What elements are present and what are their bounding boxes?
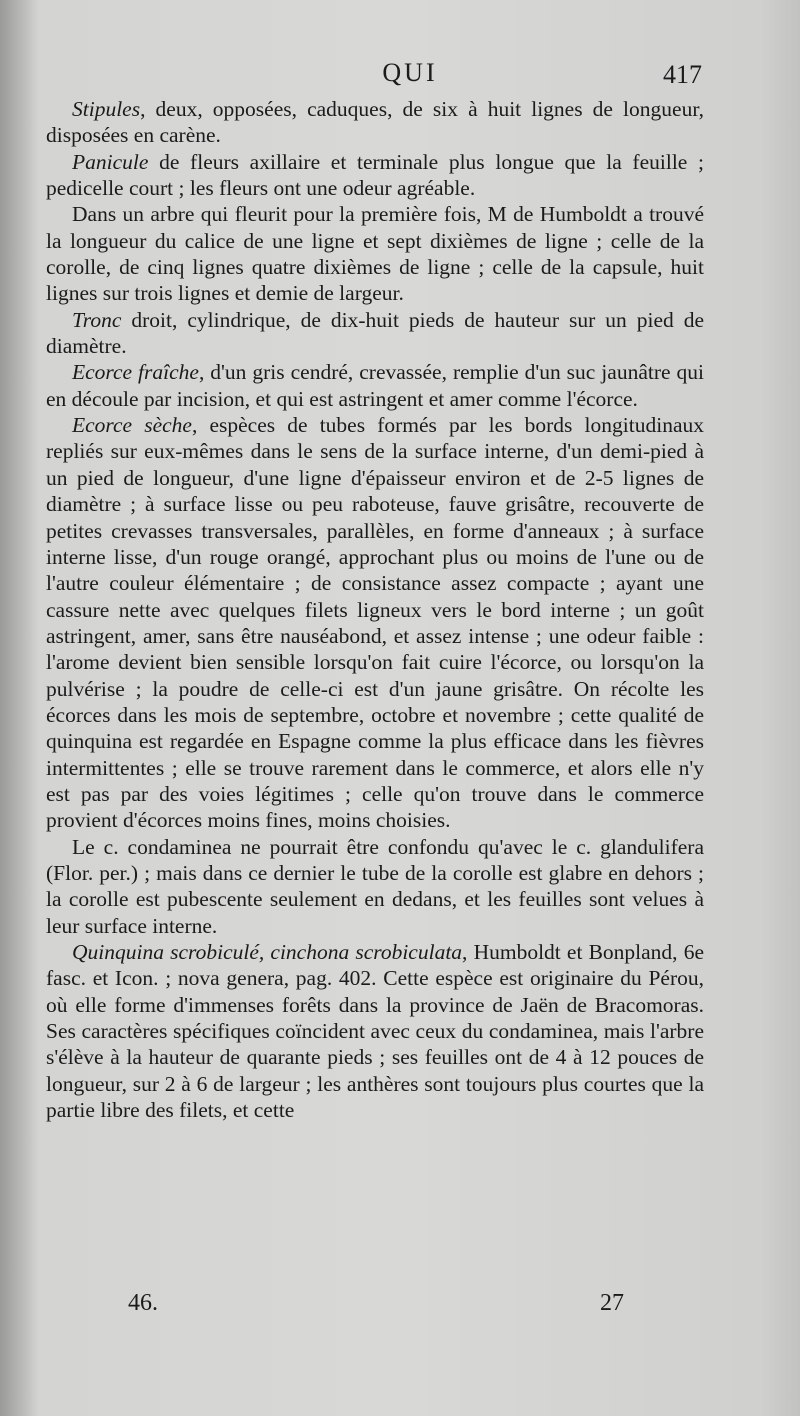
paragraph-ecorce-seche bbox=[46, 412, 704, 834]
paragraph-humboldt-measures bbox=[46, 201, 704, 306]
page-footer bbox=[0, 1290, 800, 1324]
paragraph-text: , espèces de tubes formés par les bords longitudinaux repliés sur eux-mêmes dans le sens de la surface interne, d'un demi-pied à un pied de longueur, d'une ligne d'épaisseur environ et de 2-5 lignes de diamètre ; à surface lisse ou peu raboteuse, fauve grisâtre, recouverte de petites crevasses transversales, parallèles, en forme d'anneaux ; à surface interne lisse, d'un rouge orangé, approchant plus ou moins de l'une ou de l'autre couleur élémentaire ; de consistance assez compacte ; ayant une cassure nette avec quelques filets ligneux vers le bord interne ; un goût astringent, amer, sans être nauséabond, et assez intense ; une odeur faible : l'arome devient bien sensible lorsqu'on fait cuire l'écorce, ou lorsqu'on la pulvérise ; la poudre de celle-ci est d'un jaune grisâtre. On récolte les écorces dans les mois de septembre, octobre et novembre ; cette qualité de quinquina est regardée en Espagne comme la plus efficace dans les fièvres intermittentes ; elle se trouve rarement dans le commerce, et alors elle n'y est pas par des voies légitimes ; celle qu'on trouve dans le commerce provient d'écorces moins fines, moins choisies. bbox=[46, 413, 704, 833]
paragraph-text: de fleurs axillaire et terminale plus longue que la feuille ; pedicelle court ; les fleurs ont une odeur agréable. bbox=[46, 149, 704, 201]
paragraph-stipules bbox=[46, 96, 704, 149]
paragraph-text: , d'un gris cendré, crevassée, remplie d'un suc jaunâtre qui en découle par incision, et qui est astringent et amer comme l'écorce. bbox=[46, 360, 704, 411]
paragraph-text: , deux, opposées, caduques, de six à huit lignes de longueur, disposées en carène. bbox=[46, 97, 704, 148]
lead-term: Ecorce fraîche bbox=[72, 360, 199, 385]
gutter-shadow bbox=[0, 0, 38, 1416]
paragraph-panicule bbox=[46, 149, 704, 202]
paragraph-condaminea bbox=[46, 834, 704, 939]
paragraph-text: droit, cylindrique, de dix-huit pieds de hauteur sur un pied de diamètre. bbox=[46, 307, 704, 359]
paragraph-ecorce-fraiche bbox=[46, 359, 704, 412]
paragraph-text: Dans un arbre qui fleurit pour la première fois, M de Humboldt a trouvé la longueur du calice de une ligne et sept dixièmes de ligne ; celle de la corolle, de cinq lignes quatre dixièmes de ligne ; celle de la capsule, huit lignes sur trois lignes et demie de largeur. bbox=[46, 202, 704, 306]
lead-term: Ecorce sèche bbox=[72, 413, 192, 438]
page-number: 417 bbox=[663, 60, 702, 89]
running-title: QUI bbox=[382, 58, 438, 87]
body-text bbox=[46, 96, 704, 1123]
signature-mark: 46. bbox=[128, 1290, 158, 1316]
lead-term: Stipules bbox=[72, 97, 141, 121]
lead-term: Panicule bbox=[72, 149, 149, 174]
running-head bbox=[0, 58, 800, 94]
paragraph-tronc bbox=[46, 307, 704, 360]
lead-term: Quinquina scrobiculé, cinchona scrobiculata bbox=[72, 940, 463, 964]
lead-term: Tronc bbox=[72, 307, 122, 332]
paragraph-text: Le c. condaminea ne pourrait être confondu qu'avec le c. glandulifera (Flor. per.) ; mais dans ce dernier le tube de la corolle est glabre en dehors ; la corolle est pubescente seulement en dedans, et les feuilles sont velues à leur surface interne. bbox=[46, 834, 704, 938]
paragraph-text: , Humboldt et Bonpland, 6e fasc. et Icon. ; nova genera, pag. 402. Cette espèce est originaire du Pérou, où elle forme d'immenses forêts dans la province de Jaën de Bracomoras. Ses caractères spécifiques coïncident avec ceux du condaminea, mais l'arbre s'élève à la hauteur de quarante pieds ; ses feuilles ont de 4 à 12 pouces de longueur, sur 2 à 6 de largeur ; les anthères sont toujours plus courtes que la partie libre des filets, et cette bbox=[46, 940, 704, 1123]
footer-page-mark: 27 bbox=[600, 1290, 624, 1316]
paragraph-quinquina-scrobicule bbox=[46, 939, 704, 1123]
